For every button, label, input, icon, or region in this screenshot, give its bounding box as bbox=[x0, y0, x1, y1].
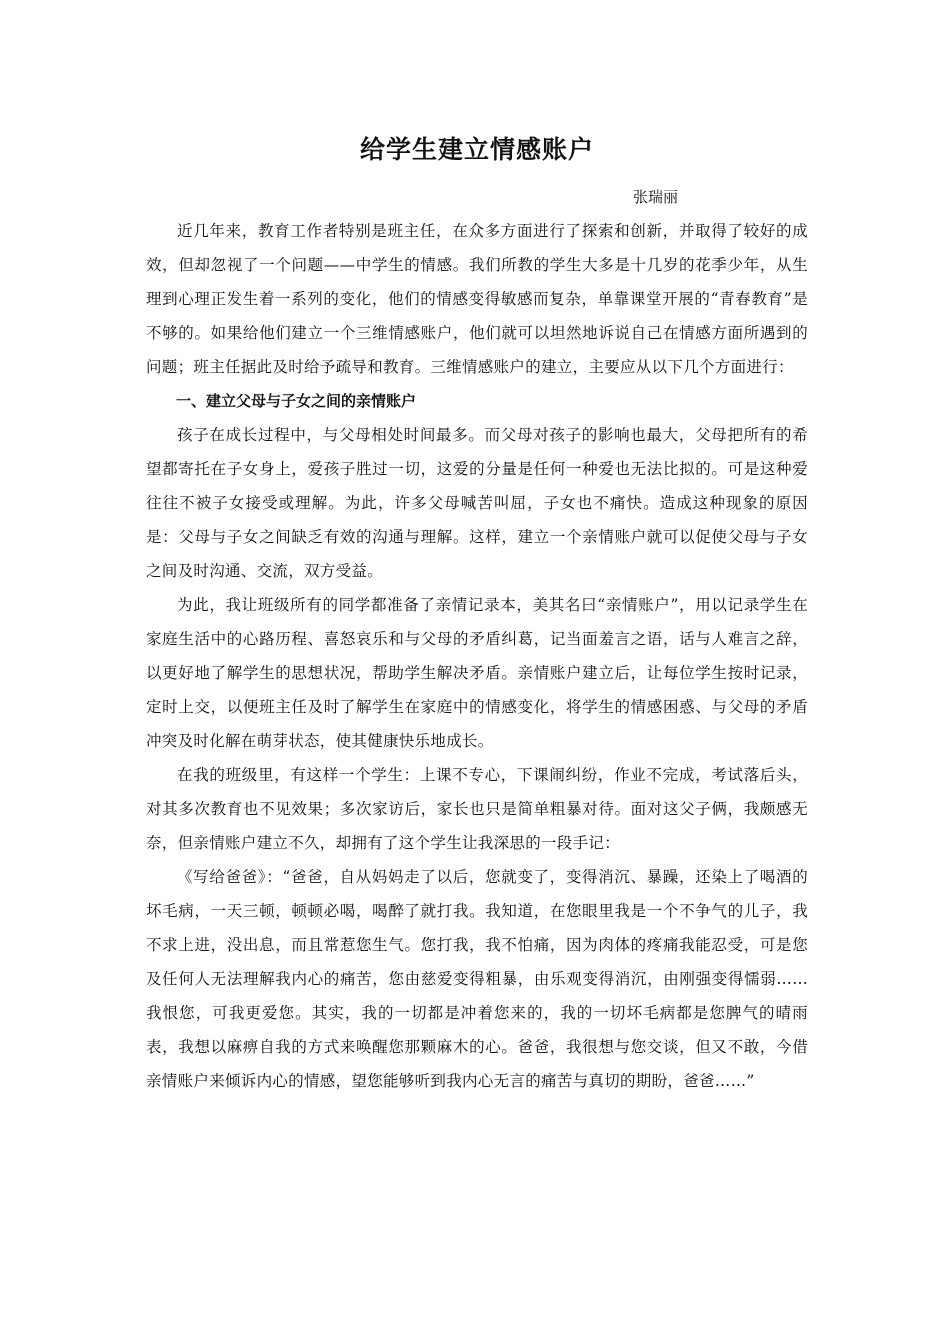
author-name: 张瑞丽 bbox=[632, 188, 678, 206]
body-paragraph-2: 为此，我让班级所有的同学都准备了亲情记录本，美其名曰“亲情账户”，用以记录学生在家庭生活中的心路历程、喜怒哀乐和与父母的矛盾纠葛，记当面羞言之语，话与人难言之辞，以更好地了解学生的思想状况，帮助学生解决矛盾。亲情账户建立后，让每位学生按时记录，定时上交，以便班主任及时了解学生在家庭中的情感变化，将学生的情感困惑、与父母的矛盾冲突及时化解在萌芽状态，使其健康快乐地成长。 bbox=[146, 596, 808, 750]
document-title: 给学生建立情感账户 bbox=[359, 135, 594, 164]
intro-paragraph: 近几年来，教育工作者特别是班主任，在众多方面进行了探索和创新，并取得了较好的成效，但却忽视了一个问题——中学生的情感。我们所教的学生大多是十几岁的花季少年，从生理到心理正发生着一系列的变化，他们的情感变得敏感而复杂，单靠课堂开展的“青春教育”是不够的。如果给他们建立一个三维情感账户，他们就可以坦然地诉说自己在情感方面所遇到的问题；班主任据此及时给予疏导和教育。三维情感账户的建立，主要应从以下几个方面进行： bbox=[146, 222, 808, 376]
body-paragraph-3: 在我的班级里，有这样一个学生：上课不专心，下课闹纠纷，作业不完成，考试落后头，对其多次教育也不见效果；多次家访后，家长也只是简单粗暴对待。面对这父子俩，我颇感无奈，但亲情账户建立不久，却拥有了这个学生让我深思的一段手记： bbox=[146, 766, 808, 852]
body-paragraph-4: 《写给爸爸》：“爸爸，自从妈妈走了以后，您就变了，变得消沉、暴躁，还染上了喝酒的坏毛病，一天三顿，顿顿必喝，喝醉了就打我。我知道，在您眼里我是一个不争气的儿子，我不求上进，没出息，而且常惹您生气。您打我，我不怕痛，因为肉体的疼痛我能忍受，可是您及任何人无法理解我内心的痛苦，您由慈爱变得粗暴，由乐观变得消沉，由刚强变得懦弱……我恨您，可我更爱您。其实，我的一切都是冲着您来的，我的一切坏毛病都是您脾气的晴雨表，我想以麻痹自我的方式来唤醒您那颗麻木的心。爸爸，我很想与您交谈，但又不敢，今借亲情账户来倾诉内心的情感，望您能够听到我内心无言的痛苦与真切的期盼，爸爸……” bbox=[146, 868, 808, 1090]
body-paragraph-1: 孩子在成长过程中，与父母相处时间最多。而父母对孩子的影响也最大，父母把所有的希望都寄托在子女身上，爱孩子胜过一切，这爱的分量是任何一种爱也无法比拟的。可是这种爱往往不被子女接受或理解。为此，许多父母喊苦叫屈，子女也不痛快。造成这种现象的原因是：父母与子女之间缺乏有效的沟通与理解。这样，建立一个亲情账户就可以促使父母与子女之间及时沟通、交流，双方受益。 bbox=[146, 426, 808, 580]
section-heading: 一、建立父母与子女之间的亲情账户 bbox=[176, 392, 417, 410]
document-page bbox=[146, 128, 808, 1098]
